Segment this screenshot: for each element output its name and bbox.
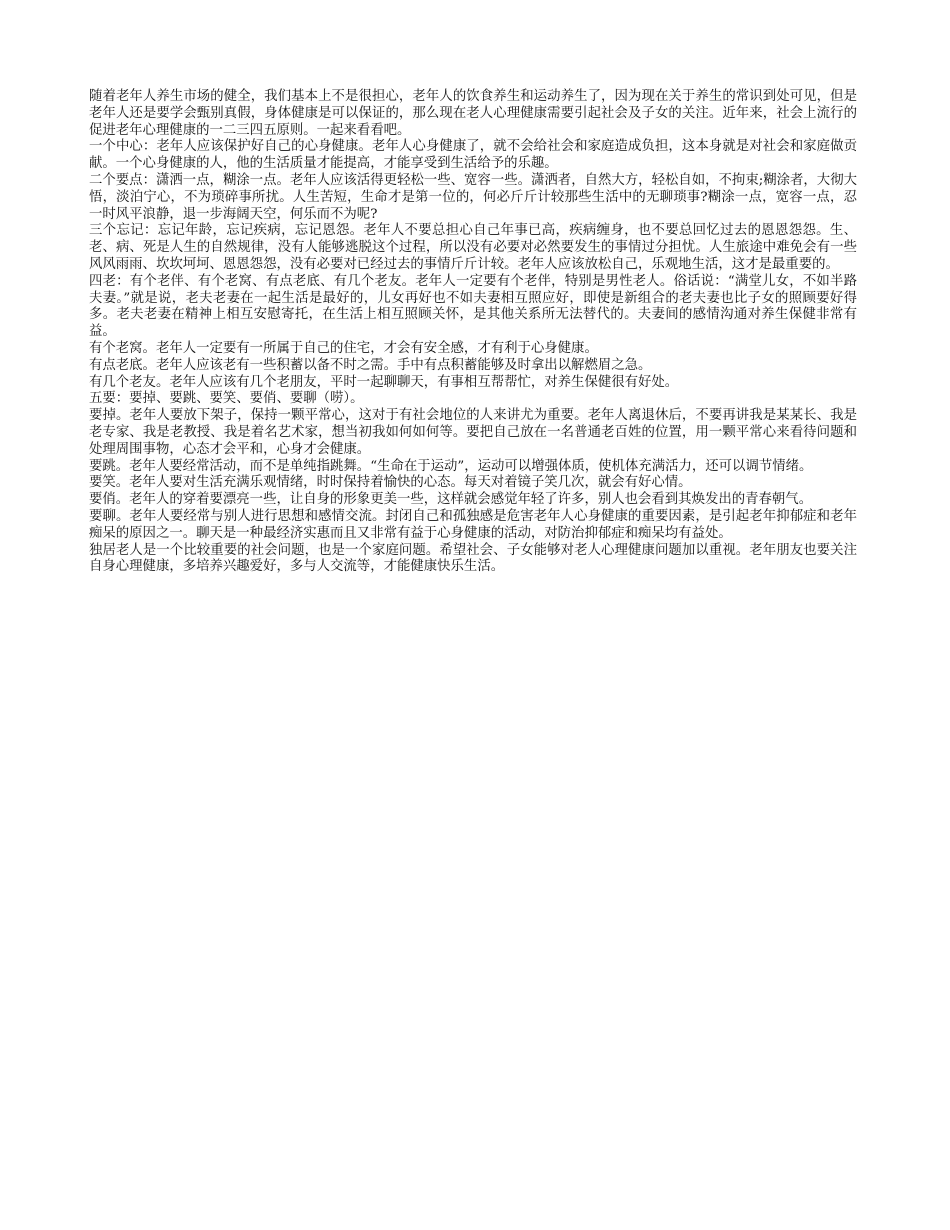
paragraph-conclusion: 独居老人是一个比较重要的社会问题，也是一个家庭问题。希望社会、子女能够对老人心理健康问题加以重视。老年朋友也要关注自身心理健康，多培养兴趣爱好，多与人交流等，才能健康快乐生活。 <box>89 542 857 575</box>
paragraph-laugh: 要笑。老年人要对生活充满乐观情绪，时时保持着愉快的心态。每天对着镜子笑几次，就会有好心情。 <box>89 475 692 491</box>
document-body <box>89 89 857 576</box>
paragraph-let-go: 要掉。老年人要放下架子，保持一颗平常心，这对于有社会地位的人来讲尤为重要。老年人离退休后，不要再讲我是某某长、我是老专家、我是老教授、我是着名艺术家，想当初我如何如何等。要把自己放在一名普通老百姓的位置，用一颗平常心来看待问题和处理周围事物，心态才会平和，心身才会健康。 <box>89 408 857 457</box>
paragraph-three-forgets: 三个忘记：忘记年龄，忘记疾病，忘记恩怨。老年人不要总担心自己年事已高，疾病缠身，也不要总回忆过去的恩恩怨怨。生、老、病、死是人生的自然规律，没有人能够逃脱这个过程，所以没有必要对必然要发生的事情过分担忧。人生旅途中难免会有一些风风雨雨、坎坎坷坷、恩恩怨怨，没有必要对已经过去的事情斤斤计较。老年人应该放松自己，乐观地生活，这才是最重要的。 <box>89 223 857 272</box>
paragraph-dress-up: 要俏。老年人的穿着要漂亮一些，让自身的形象更美一些，这样就会感觉年轻了许多，别人也会看到其焕发出的青春朝气。 <box>89 492 813 508</box>
paragraph-intro: 随着老年人养生市场的健全，我们基本上不是很担心，老年人的饮食养生和运动养生了，因为现在关于养生的常识到处可见，但是老年人还是要学会甄别真假，身体健康是可以保证的，那么现在老人心理健康需要引起社会及子女的关注。近年来，社会上流行的促进老年心理健康的一二三四五原则。一起来看看吧。 <box>89 89 857 138</box>
paragraph-four-olds: 四老：有个老伴、有个老窝、有点老底、有几个老友。老年人一定要有个老伴，特别是男性老人。俗话说：“满堂儿女，不如半路夫妻。”就是说，老夫老妻在一起生活是最好的，儿女再好也不如夫妻相互照应好，即使是新组合的老夫妻也比子女的照顾要好得多。老夫老妻在精神上相互安慰寄托，在生活上相互照顾关怀，是其他关系所无法替代的。夫妻间的感情沟通对养生保健非常有益。 <box>89 273 857 340</box>
paragraph-old-home: 有个老窝。老年人一定要有一所属于自己的住宅，才会有安全感，才有利于心身健康。 <box>89 340 598 356</box>
paragraph-five-musts: 五要：要掉、要跳、要笑、要俏、要聊（唠）。 <box>89 391 364 407</box>
paragraph-exercise: 要跳。老年人要经常活动，而不是单纯指跳舞。“生命在于运动”，运动可以增强体质，使机体充满活力，还可以调节情绪。 <box>89 458 813 474</box>
paragraph-two-points: 二个要点：潇洒一点，糊涂一点。老年人应该活得更轻松一些、宽容一些。潇洒者，自然大方，轻松自如，不拘束;糊涂者，大彻大悟，淡泊宁心，不为琐碎事所扰。人生苦短，生命才是第一位的，何必斤斤计较那些生活中的无聊琐事?糊涂一点，宽容一点，忍一时风平浪静，退一步海阔天空，何乐而不为呢? <box>89 172 857 222</box>
paragraph-old-friends: 有几个老友。老年人应该有几个老朋友，平时一起聊聊天，有事相互帮帮忙，对养生保健很有好处。 <box>89 374 679 390</box>
paragraph-chat: 要聊。老年人要经常与别人进行思想和感情交流。封闭自己和孤独感是危害老年人心身健康的重要因素，是引起老年抑郁症和老年痴呆的原因之一。聊天是一种最经济实惠而且又非常有益于心身健康的活动，对防治抑郁症和痴呆均有益处。 <box>89 508 857 541</box>
paragraph-old-savings: 有点老底。老年人应该老有一些积蓄以备不时之需。手中有点积蓄能够及时拿出以解燃眉之急。 <box>89 357 652 373</box>
paragraph-one-center: 一个中心：老年人应该保护好自己的心身健康。老年人心身健康了，就不会给社会和家庭造成负担，这本身就是对社会和家庭做贡献。一个心身健康的人，他的生活质量才能提高，才能享受到生活给予的乐趣。 <box>89 139 857 172</box>
